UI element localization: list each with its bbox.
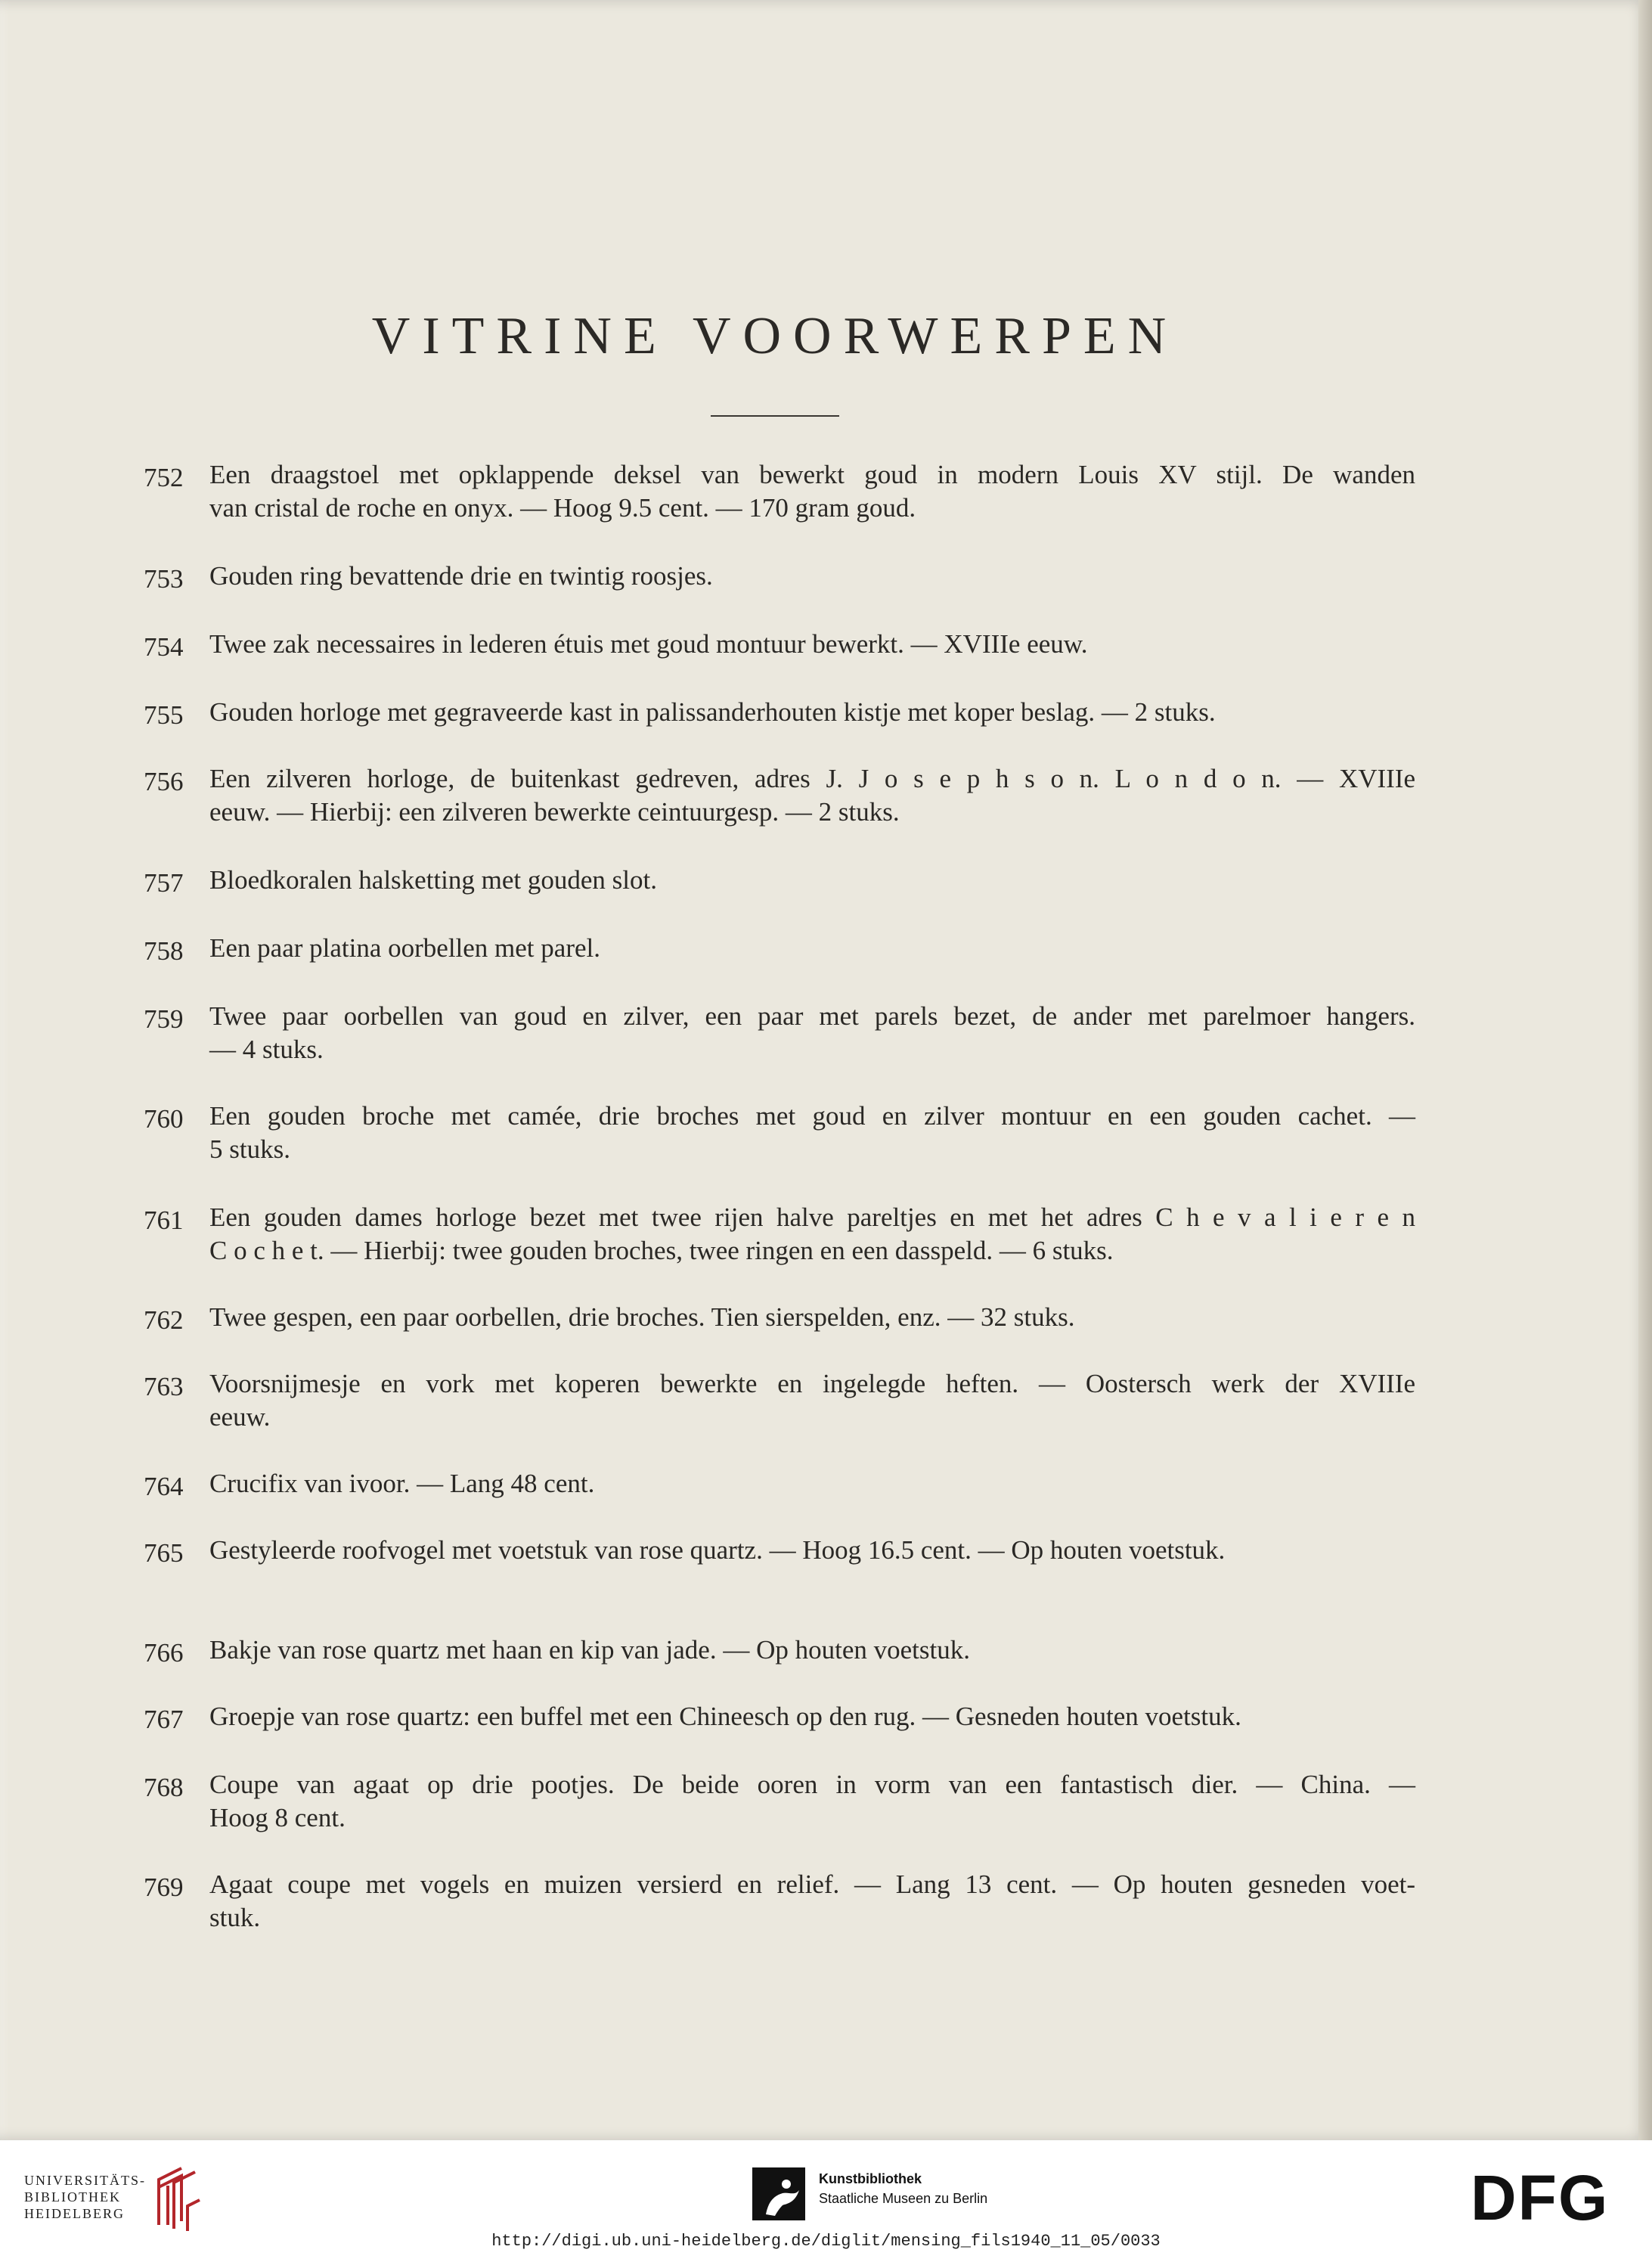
entry-text-line: Agaat coupe met vogels en muizen versierd en relief. — Lang 13 cent. — Op houten gesneden voet- [209, 1869, 1415, 1899]
entry-number: 753 [144, 564, 184, 594]
entry-number: 756 [144, 767, 184, 796]
entry-text-line: Een gouden broche met camée, drie broches met goud en zilver montuur en een gouden cachet. — [209, 1101, 1415, 1131]
page-edge-shadow [1638, 0, 1652, 2140]
entry-text-line: Groepje van rose quartz: een buffel met een Chineesch op den rug. — Gesneden houten voetstuk. [209, 1702, 1241, 1731]
entry-number: 763 [144, 1372, 184, 1401]
entry-text-line: Bloedkoralen halsketting met gouden slot. [209, 865, 657, 895]
entry-number: 760 [144, 1104, 184, 1134]
kunstbibliothek-name: Kunstbibliothek [819, 2171, 922, 2186]
entry-text-line: C o c h e t. — Hierbij: twee gouden broches, twee ringen en een dasspeld. — 6 stuks. [209, 1236, 1114, 1265]
entry-number: 767 [144, 1705, 184, 1734]
university-library-mark-icon[interactable] [151, 2164, 204, 2233]
entry-number: 758 [144, 936, 184, 966]
entry-number: 765 [144, 1538, 184, 1568]
entry-number: 761 [144, 1205, 184, 1235]
page-title: VITRINE VOORWERPEN [371, 307, 1179, 365]
university-line-1: UNIVERSITÄTS- [24, 2173, 146, 2188]
entry-number: 755 [144, 700, 184, 730]
entry-number: 769 [144, 1873, 184, 1902]
title-rule-divider [711, 415, 839, 417]
entry-number: 752 [144, 463, 184, 492]
kunstbibliothek-eagle-icon[interactable] [752, 2167, 805, 2220]
entry-text-line: Twee zak necessaires in lederen étuis met goud montuur bewerkt. — XVIIIe eeuw. [209, 629, 1088, 659]
entry-text-line: stuk. [209, 1903, 261, 1932]
kunstbibliothek-label [819, 2169, 987, 2208]
entry-number: 762 [144, 1305, 184, 1335]
entry-text-line: Coupe van agaat op drie pootjes. De beide ooren in vorm van een fantastisch dier. — China. — [209, 1770, 1415, 1799]
university-library-logo-text[interactable] [24, 2172, 146, 2222]
kunstbibliothek-subtitle: Staatliche Museen zu Berlin [819, 2191, 988, 2206]
entry-number: 757 [144, 868, 184, 898]
entry-text-line: van cristal de roche en onyx. — Hoog 9.5 cent. — 170 gram goud. [209, 493, 916, 523]
entry-text-line: Voorsnijmesje en vork met koperen bewerkte en ingelegde heften. — Oostersch werk der XVIIIe [209, 1369, 1415, 1398]
entry-text-line: 5 stuks. [209, 1134, 290, 1164]
entry-number: 754 [144, 632, 184, 662]
entry-text-line: Crucifix van ivoor. — Lang 48 cent. [209, 1469, 595, 1498]
entry-text-line: eeuw. — Hierbij: een zilveren bewerkte ceintuurgesp. — 2 stuks. [209, 797, 900, 827]
entry-text-line: Een paar platina oorbellen met parel. [209, 933, 600, 963]
dfg-logo[interactable]: DFG [1471, 2162, 1610, 2233]
entry-number: 764 [144, 1472, 184, 1501]
entry-text-line: Hoog 8 cent. [209, 1803, 346, 1832]
entry-text-line: Een draagstoel met opklappende deksel van bewerkt goud in modern Louis XV stijl. De wanden [209, 460, 1415, 489]
entry-text-line: Een gouden dames horloge bezet met twee rijen halve pareltjes en met het adres C h e v a l i e r e n [209, 1202, 1415, 1232]
entry-text-line: Gouden horloge met gegraveerde kast in palissanderhouten kistje met koper beslag. — 2 stuks. [209, 697, 1216, 727]
entry-text-line: Gestyleerde roofvogel met voetstuk van rose quartz. — Hoog 16.5 cent. — Op houten voetstuk. [209, 1535, 1226, 1565]
entry-text-line: — 4 stuks. [209, 1035, 324, 1064]
permalink-url[interactable]: http://digi.ub.uni-heidelberg.de/diglit/mensing_fils1940_11_05/0033 [491, 2232, 1161, 2251]
entry-number: 768 [144, 1773, 184, 1802]
entry-number: 766 [144, 1638, 184, 1668]
entry-text-line: Twee gespen, een paar oorbellen, drie broches. Tien sierspelden, enz. — 32 stuks. [209, 1302, 1075, 1332]
entry-number: 759 [144, 1004, 184, 1034]
entry-text-line: Bakje van rose quartz met haan en kip van jade. — Op houten voetstuk. [209, 1635, 970, 1665]
entry-text-line: Een zilveren horloge, de buitenkast gedreven, adres J. J o s e p h s o n. L o n d o n. — XVIIIe [209, 764, 1415, 793]
entry-text-line: Gouden ring bevattende drie en twintig roosjes. [209, 561, 713, 591]
entry-text-line: Twee paar oorbellen van goud en zilver, een paar met parels bezet, de ander met parelmoer hangers. [209, 1001, 1415, 1031]
university-line-2: BIBLIOTHEK [24, 2189, 121, 2205]
university-line-3: HEIDELBERG [24, 2206, 125, 2221]
entry-text-line: eeuw. [209, 1402, 271, 1432]
